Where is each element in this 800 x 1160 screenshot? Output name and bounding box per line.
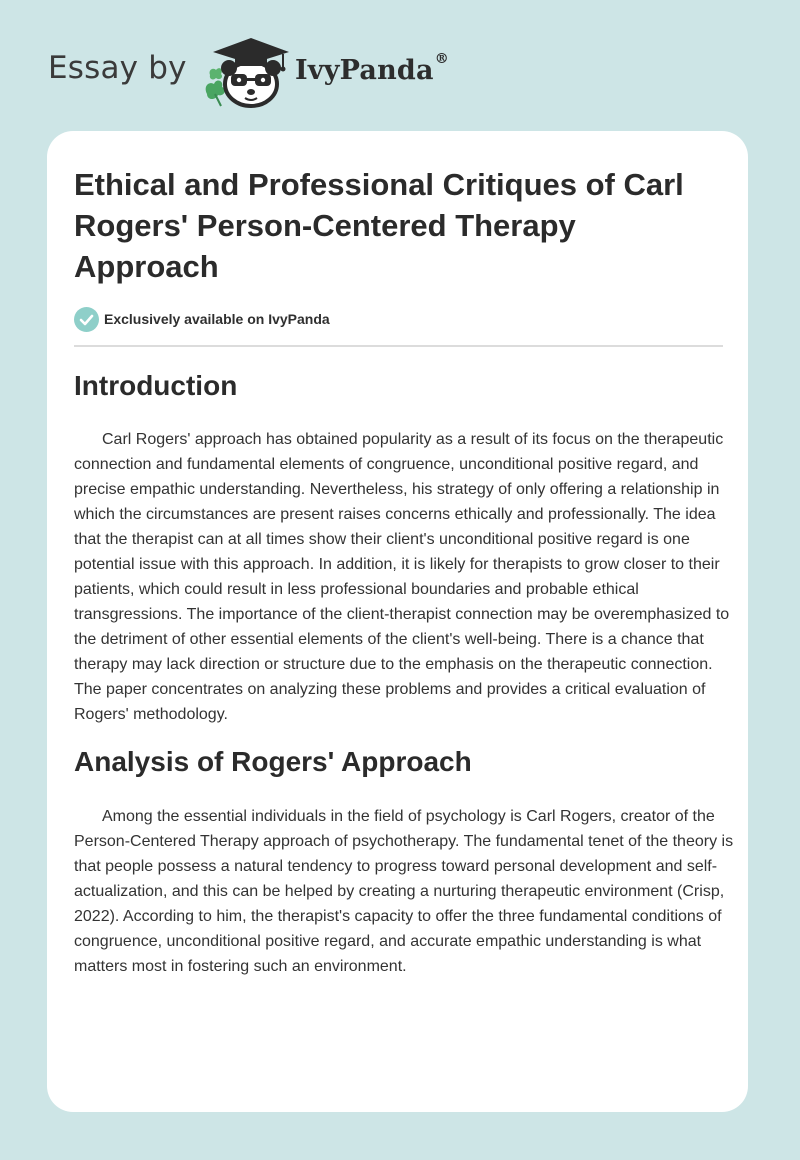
panda-graduate-icon	[201, 34, 291, 110]
essay-by-label: Essay by	[48, 50, 187, 86]
section-heading-introduction: Introduction	[74, 370, 238, 401]
exclusive-badge	[74, 306, 330, 332]
essay-title: Ethical and Professional Critiques of Carl Rogers' Person-Centered Therapy Approach	[74, 167, 684, 284]
registered-mark: ®	[434, 51, 449, 67]
section-body-analysis: Among the essential individuals in the field of psychology is Carl Rogers, creator of the Person-Centered Therapy approach of psychotherapy. The fundamental tenet of the theory is that people possess a natural tendency to progress toward personal development and self-actualization, and this can be helped by creating a nurturing therapeutic environment (Crisp, 2022). According to him, the therapist's capacity to offer the three fundamental conditions of congruence, unconditional positive regard, and accurate empathic understanding is what matters most in fostering such an environment.	[74, 808, 734, 975]
section-body-introduction: Carl Rogers' approach has obtained popularity as a result of its focus on the therapeutic connection and fundamental elements of congruence, unconditional positive regard, and precise empathic understanding. Nevertheless, his strategy of only offering a relationship in which the circumstances are present raises concerns ethically and professionally. The idea that the therapist can at all times show their client's unconditional positive regard is one potential issue with this approach. In addition, it is likely for therapists to grow closer to their patients, which could result in less professional boundaries and probable ethical transgressions. The importance of the client-therapist connection may be overemphasized to the detriment of other essential elements of the client's well-being. There is a chance that therapy may lack direction or structure due to the emphasis on the therapeutic connection. The paper concentrates on analyzing these problems and provides a critical evaluation of Rogers' methodology.	[74, 431, 730, 723]
check-circle-icon	[74, 307, 99, 332]
brand-name: IvyPanda®	[295, 51, 449, 86]
essay-card	[47, 131, 748, 1112]
section-heading-analysis: Analysis of Rogers' Approach	[74, 746, 472, 777]
site-header	[48, 30, 748, 110]
exclusive-badge-label: Exclusively available on IvyPanda	[104, 311, 330, 327]
title-divider	[74, 345, 723, 347]
